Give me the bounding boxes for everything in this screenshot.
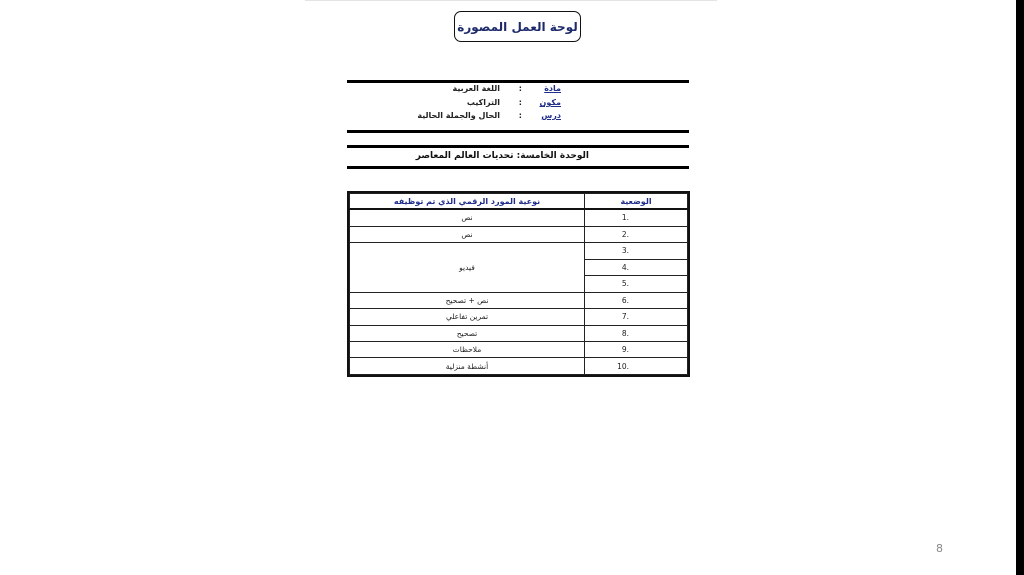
info-colon: : <box>518 98 522 107</box>
info-key: درس <box>541 111 561 120</box>
row-type: نص + تصحيح <box>350 292 585 308</box>
row-type: ملاحظات <box>350 341 585 357</box>
table-header-row <box>350 194 688 210</box>
header-position: الوضعية <box>585 194 688 210</box>
info-value: التراكيب <box>466 98 500 107</box>
row-type: تمرين تفاعلي <box>350 309 585 325</box>
right-edge-bar <box>1016 0 1024 575</box>
info-key: مادة <box>544 84 561 93</box>
resources-table <box>347 191 690 377</box>
info-colon: : <box>518 84 522 93</box>
row-number: 8. <box>585 325 688 341</box>
row-type: نص <box>350 226 585 242</box>
info-key: مكون <box>539 98 561 107</box>
top-rule <box>305 0 717 1</box>
divider <box>347 166 689 169</box>
row-number: 7. <box>585 309 688 325</box>
table-row <box>350 325 688 341</box>
row-number: 3. <box>585 243 688 259</box>
page-title: لوحة العمل المصورة <box>454 11 581 42</box>
row-number: 2. <box>585 226 688 242</box>
row-number: 4. <box>585 259 688 275</box>
info-value: اللغة العربية <box>452 84 500 93</box>
table-row <box>350 358 688 375</box>
row-number: 10. <box>585 358 688 375</box>
header-resource: نوعية المورد الرقمي الذي تم توظيفه <box>350 194 585 210</box>
info-row-subject <box>347 84 689 97</box>
row-number: 6. <box>585 292 688 308</box>
table-row <box>350 309 688 325</box>
table-row <box>350 292 688 308</box>
row-type: فيديو <box>350 243 585 292</box>
unit-heading: الوحدة الخامسة: تحديات العالم المعاصر <box>415 151 589 161</box>
table-row <box>350 209 688 226</box>
row-number: 5. <box>585 276 688 292</box>
divider <box>347 145 689 148</box>
row-number: 9. <box>585 341 688 357</box>
divider <box>347 130 689 133</box>
row-type: تصحيح <box>350 325 585 341</box>
row-number: 1. <box>585 209 688 226</box>
divider <box>347 80 689 83</box>
table-row <box>350 226 688 242</box>
info-row-lesson <box>347 111 689 124</box>
info-row-component <box>347 98 689 111</box>
table-row <box>350 341 688 357</box>
row-type: أنشطة منزلية <box>350 358 585 375</box>
table-row <box>350 243 688 259</box>
page-number: 8 <box>936 542 943 555</box>
info-colon: : <box>518 111 522 120</box>
info-value: الحال والجملة الحالية <box>417 111 500 120</box>
row-type: نص <box>350 209 585 226</box>
